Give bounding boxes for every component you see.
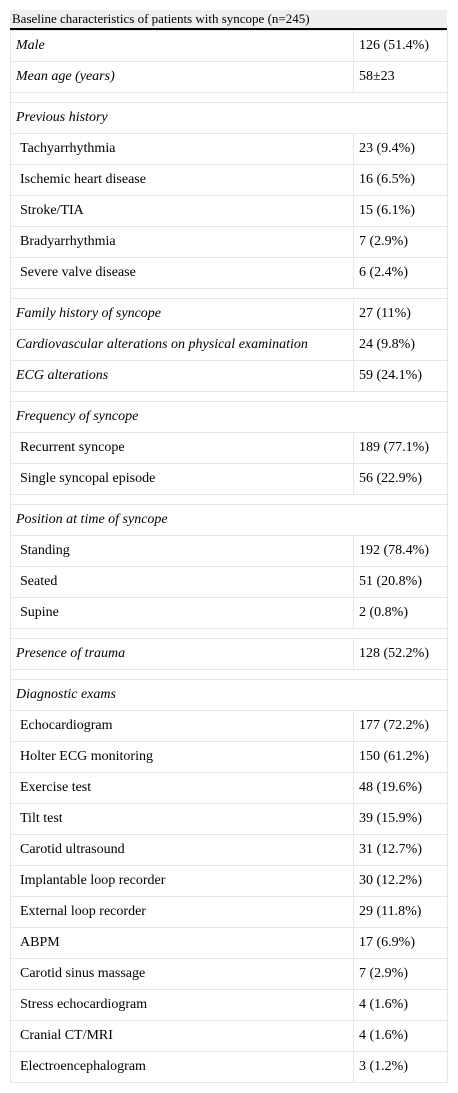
table-row — [11, 773, 448, 804]
row-label: Mean age (years) — [11, 62, 354, 93]
row-label: Implantable loop recorder — [11, 866, 354, 897]
table-row — [11, 897, 448, 928]
spacer-cell — [11, 495, 448, 505]
row-value: 15 (6.1%) — [354, 196, 448, 227]
spacer-cell — [11, 93, 448, 103]
table-row — [11, 62, 448, 93]
row-value: 150 (61.2%) — [354, 742, 448, 773]
row-label: External loop recorder — [11, 897, 354, 928]
table-row — [11, 31, 448, 62]
table-row — [11, 227, 448, 258]
table-row — [11, 742, 448, 773]
table-container — [10, 10, 447, 1083]
table-row — [11, 598, 448, 629]
section-header: Previous history — [11, 103, 448, 134]
spacer-row — [11, 93, 448, 103]
table-row — [11, 928, 448, 959]
table-row — [11, 196, 448, 227]
row-value: 2 (0.8%) — [354, 598, 448, 629]
spacer-row — [11, 392, 448, 402]
baseline-characteristics-table — [10, 30, 448, 1083]
table-row — [11, 1052, 448, 1083]
row-value: 56 (22.9%) — [354, 464, 448, 495]
section-header: Position at time of syncope — [11, 505, 448, 536]
spacer-row — [11, 289, 448, 299]
row-value: 7 (2.9%) — [354, 959, 448, 990]
row-label: Single syncopal episode — [11, 464, 354, 495]
row-value: 51 (20.8%) — [354, 567, 448, 598]
row-value: 126 (51.4%) — [354, 31, 448, 62]
row-value: 128 (52.2%) — [354, 639, 448, 670]
row-value: 192 (78.4%) — [354, 536, 448, 567]
row-value: 31 (12.7%) — [354, 835, 448, 866]
row-label: Standing — [11, 536, 354, 567]
row-label: Bradyarrhythmia — [11, 227, 354, 258]
row-value: 16 (6.5%) — [354, 165, 448, 196]
row-label: Male — [11, 31, 354, 62]
row-label: Tilt test — [11, 804, 354, 835]
row-value: 23 (9.4%) — [354, 134, 448, 165]
row-label: Echocardiogram — [11, 711, 354, 742]
table-caption: Baseline characteristics of patients with syncope (n=245) — [10, 10, 447, 30]
section-header: Frequency of syncope — [11, 402, 448, 433]
row-value: 17 (6.9%) — [354, 928, 448, 959]
row-label: ECG alterations — [11, 361, 354, 392]
row-value: 3 (1.2%) — [354, 1052, 448, 1083]
section-header-row — [11, 505, 448, 536]
spacer-row — [11, 629, 448, 639]
row-label: ABPM — [11, 928, 354, 959]
row-value: 24 (9.8%) — [354, 330, 448, 361]
row-value: 27 (11%) — [354, 299, 448, 330]
spacer-row — [11, 495, 448, 505]
row-label: Ischemic heart disease — [11, 165, 354, 196]
table-row — [11, 361, 448, 392]
table-row — [11, 433, 448, 464]
row-label: Electroencephalogram — [11, 1052, 354, 1083]
section-header-row — [11, 402, 448, 433]
table-row — [11, 990, 448, 1021]
spacer-cell — [11, 392, 448, 402]
row-value: 58±23 — [354, 62, 448, 93]
table-body — [11, 31, 448, 1083]
row-value: 4 (1.6%) — [354, 1021, 448, 1052]
table-row — [11, 711, 448, 742]
table-row — [11, 567, 448, 598]
row-value: 6 (2.4%) — [354, 258, 448, 289]
table-row — [11, 536, 448, 567]
table-row — [11, 299, 448, 330]
row-label: Family history of syncope — [11, 299, 354, 330]
table-row — [11, 464, 448, 495]
table-row — [11, 804, 448, 835]
row-label: Carotid ultrasound — [11, 835, 354, 866]
row-label: Stress echocardiogram — [11, 990, 354, 1021]
row-value: 177 (72.2%) — [354, 711, 448, 742]
table-row — [11, 134, 448, 165]
row-label: Tachyarrhythmia — [11, 134, 354, 165]
table-row — [11, 258, 448, 289]
row-value: 7 (2.9%) — [354, 227, 448, 258]
spacer-cell — [11, 670, 448, 680]
section-header-row — [11, 680, 448, 711]
row-label: Severe valve disease — [11, 258, 354, 289]
row-value: 48 (19.6%) — [354, 773, 448, 804]
row-label: Exercise test — [11, 773, 354, 804]
row-value: 29 (11.8%) — [354, 897, 448, 928]
row-value: 30 (12.2%) — [354, 866, 448, 897]
row-label: Cardiovascular alterations on physical examination — [11, 330, 354, 361]
row-label: Seated — [11, 567, 354, 598]
row-label: Cranial CT/MRI — [11, 1021, 354, 1052]
row-value: 4 (1.6%) — [354, 990, 448, 1021]
table-row — [11, 959, 448, 990]
table-row — [11, 866, 448, 897]
table-row — [11, 165, 448, 196]
row-label: Carotid sinus massage — [11, 959, 354, 990]
table-row — [11, 835, 448, 866]
row-value: 189 (77.1%) — [354, 433, 448, 464]
table-row — [11, 330, 448, 361]
spacer-cell — [11, 289, 448, 299]
row-label: Supine — [11, 598, 354, 629]
row-label: Recurrent syncope — [11, 433, 354, 464]
row-value: 39 (15.9%) — [354, 804, 448, 835]
row-label: Presence of trauma — [11, 639, 354, 670]
section-header-row — [11, 103, 448, 134]
table-row — [11, 639, 448, 670]
spacer-row — [11, 670, 448, 680]
section-header: Diagnostic exams — [11, 680, 448, 711]
row-value: 59 (24.1%) — [354, 361, 448, 392]
row-label: Holter ECG monitoring — [11, 742, 354, 773]
table-row — [11, 1021, 448, 1052]
row-label: Stroke/TIA — [11, 196, 354, 227]
spacer-cell — [11, 629, 448, 639]
